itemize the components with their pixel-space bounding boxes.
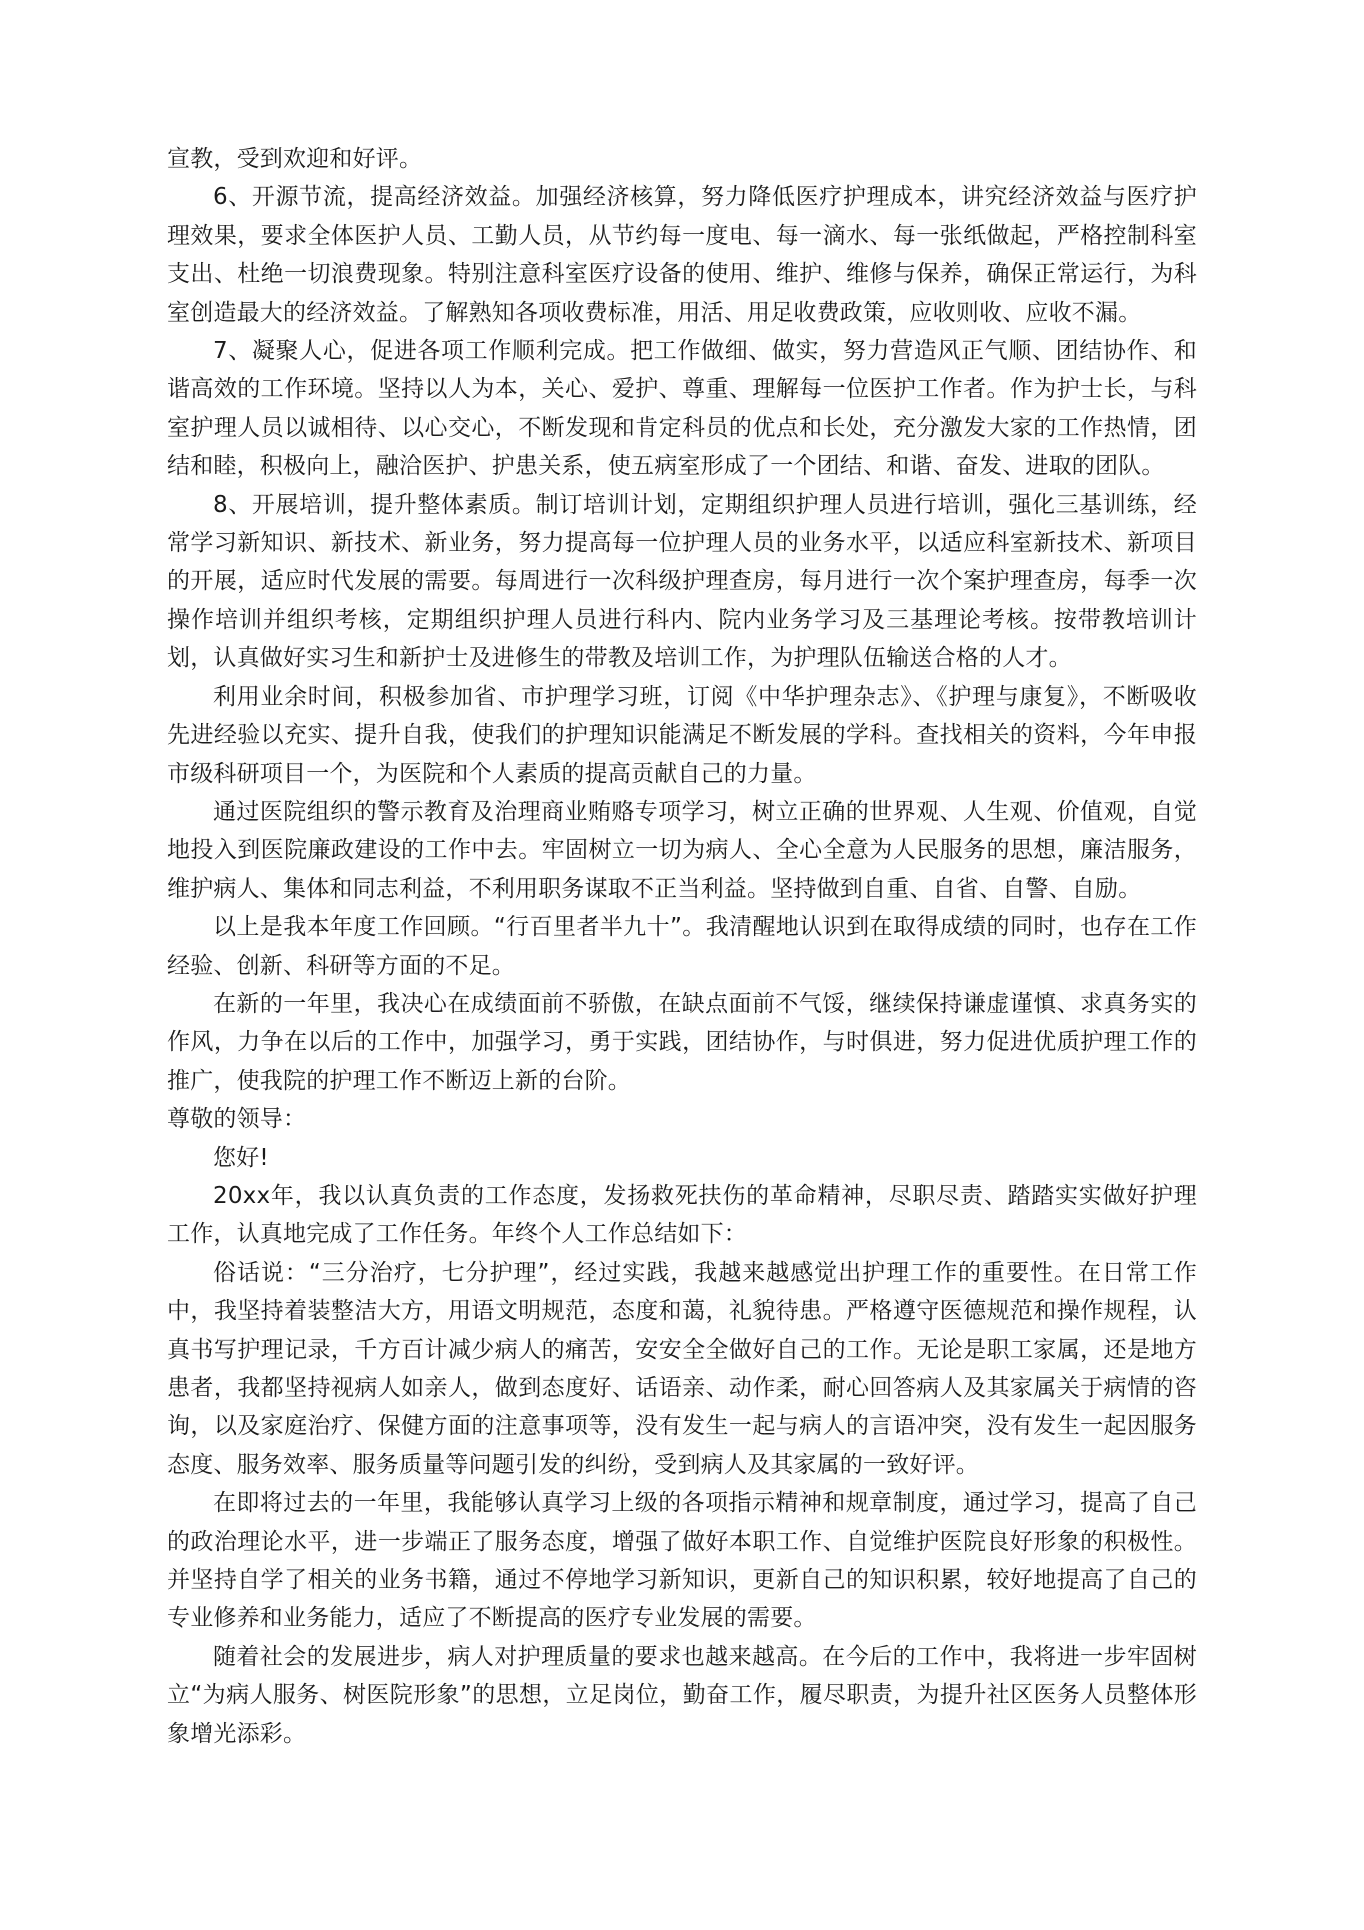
greeting: 您好! bbox=[213, 1144, 269, 1171]
paragraph: 随着社会的发展进步，病人对护理质量的要求也越来越高。在今后的工作中，我将进一步牢固树立“为病人服务、树医院形象”的思想，立足岗位，勤奋工作，履尽职责，为提升社区医务人员整体形象增光添彩。 bbox=[167, 1643, 1197, 1747]
paragraph: 俗话说：“三分治疗，七分护理”，经过实践，我越来越感觉出护理工作的重要性。在日常工作中，我坚持着装整洁大方，用语文明规范，态度和蔼，礼貌待患。严格遵守医德规范和操作规程，认真书写护理记录，千方百计减少病人的痛苦，安安全全做好自己的工作。无论是职工家属，还是地方患者，我都坚持视病人如亲人，做到态度好、话语亲、动作柔，耐心回答病人及其家属关于病情的咨询，以及家庭治疗、保健方面的注意事项等，没有发生一起与病人的言语冲突，没有发生一起因服务态度、服务效率、服务质量等问题引发的纠纷，受到病人及其家属的一致好评。 bbox=[167, 1259, 1197, 1478]
paragraph: 7、凝聚人心，促进各项工作顺利完成。把工作做细、做实，努力营造风正气顺、团结协作、和谐高效的工作环境。坚持以人为本，关心、爱护、尊重、理解每一位医护工作者。作为护士长，与科室护理人员以诚相待、以心交心，不断发现和肯定科员的优点和长处，充分激发大家的工作热情，团结和睦，积极向上，融洽医护、护患关系，使五病室形成了一个团结、和谐、奋发、进取的团队。 bbox=[167, 338, 1197, 480]
paragraph: 在新的一年里，我决心在成绩面前不骄傲，在缺点面前不气馁，继续保持谦虚谨慎、求真务实的作风，力争在以后的工作中，加强学习，勇于实践，团结协作，与时俱进，努力促进优质护理工作的推广，使我院的护理工作不断迈上新的台阶。 bbox=[167, 990, 1197, 1094]
salutation: 尊敬的领导： bbox=[167, 1106, 307, 1133]
paragraph: 20xx年，我以认真负责的工作态度，发扬救死扶伤的革命精神，尽职尽责、踏踏实实做好护理工作，认真地完成了工作任务。年终个人工作总结如下： bbox=[167, 1182, 1197, 1248]
paragraph: 通过医院组织的警示教育及治理商业贿赂专项学习，树立正确的世界观、人生观、价值观，自觉地投入到医院廉政建设的工作中去。牢固树立一切为病人、全心全意为人民服务的思想，廉洁服务，维护病人、集体和同志利益，不利用职务谋取不正当利益。坚持做到自重、自省、自警、自励。 bbox=[167, 798, 1197, 902]
paragraph: 宣教，受到欢迎和好评。 bbox=[167, 146, 423, 172]
paragraph: 以上是我本年度工作回顾。“行百里者半九十”。我清醒地认识到在取得成绩的同时，也存在工作经验、创新、科研等方面的不足。 bbox=[167, 914, 1197, 979]
document-body bbox=[167, 140, 1197, 1753]
paragraph: 8、开展培训，提升整体素质。制订培训计划，定期组织护理人员进行培训，强化三基训练，经常学习新知识、新技术、新业务，努力提高每一位护理人员的业务水平，以适应科室新技术、新项目的开展，适应时代发展的需要。每周进行一次科级护理查房，每月进行一次个案护理查房，每季一次操作培训并组织考核，定期组织护理人员进行科内、院内业务学习及三基理论考核。按带教培训计划，认真做好实习生和新护士及进修生的带教及培训工作，为护理队伍输送合格的人才。 bbox=[167, 491, 1197, 672]
paragraph: 在即将过去的一年里，我能够认真学习上级的各项指示精神和规章制度，通过学习，提高了自己的政治理论水平，进一步端正了服务态度，增强了做好本职工作、自觉维护医院良好形象的积极性。并坚持自学了相关的业务书籍，通过不停地学习新知识，更新自己的知识积累，较好地提高了自己的专业修养和业务能力，适应了不断提高的医疗专业发展的需要。 bbox=[167, 1490, 1197, 1632]
paragraph: 利用业余时间，积极参加省、市护理学习班，订阅《中华护理杂志》、《护理与康复》，不断吸收先进经验以充实、提升自我，使我们的护理知识能满足不断发展的学科。查找相关的资料，今年申报市级科研项目一个，为医院和个人素质的提高贡献自己的力量。 bbox=[167, 683, 1197, 787]
paragraph: 6、开源节流，提高经济效益。加强经济核算，努力降低医疗护理成本，讲究经济效益与医疗护理效果，要求全体医护人员、工勤人员，从节约每一度电、每一滴水、每一张纸做起，严格控制科室支出、杜绝一切浪费现象。特别注意科室医疗设备的使用、维护、维修与保养，确保正常运行，为科室创造最大的经济效益。了解熟知各项收费标准，用活、用足收费政策，应收则收、应收不漏。 bbox=[167, 184, 1197, 326]
